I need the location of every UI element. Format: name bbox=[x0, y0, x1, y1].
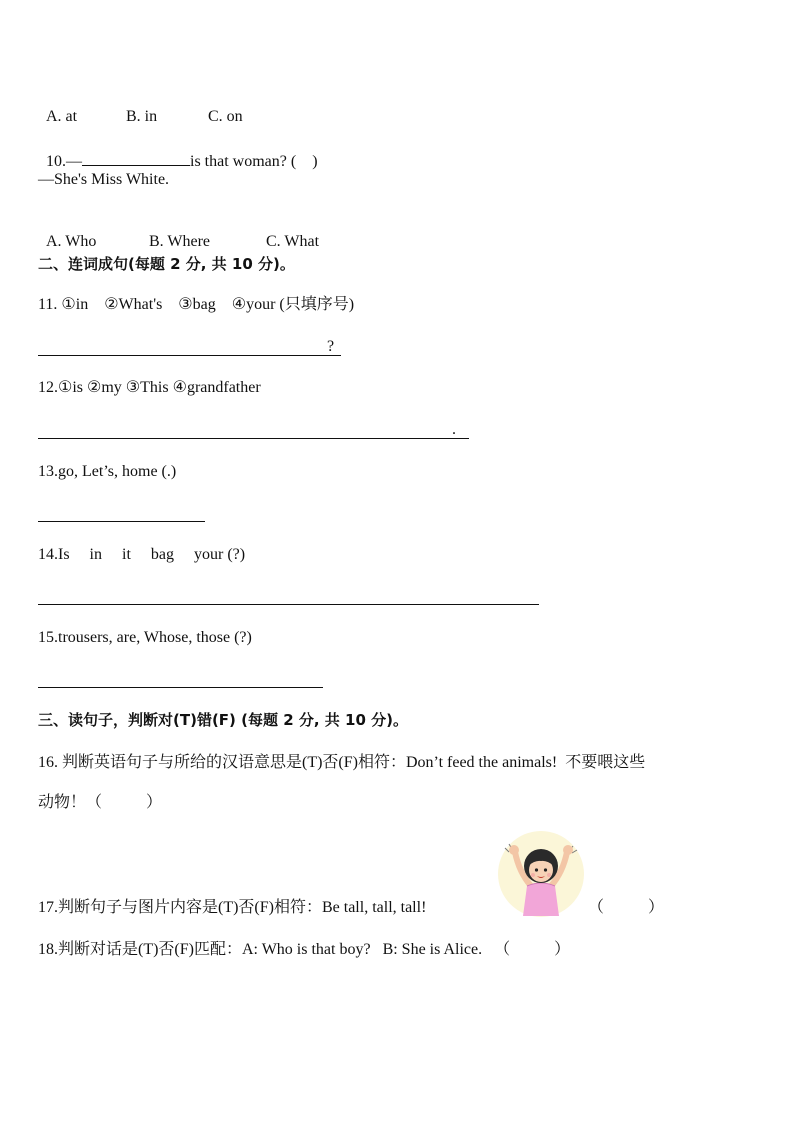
q18-text: 18.判断对话是(T)否(F)匹配：A: Who is that boy? B: She is Alice. （ ） bbox=[38, 941, 571, 958]
q12-text: 12.①is ②my ③This ④grandfather bbox=[38, 379, 261, 396]
q10-option-b: B. Where bbox=[149, 233, 211, 250]
q16-line2: 动物！（ ） bbox=[38, 794, 163, 811]
q10-option-c: C. What bbox=[266, 233, 320, 250]
q11-answer-line[interactable] bbox=[38, 355, 341, 356]
q15-answer-line[interactable] bbox=[38, 687, 323, 688]
q9-options bbox=[38, 87, 243, 127]
q13-text: 13.go, Let’s, home (.) bbox=[38, 463, 177, 480]
q12-end-mark: . bbox=[452, 421, 456, 438]
q10-answer-blank[interactable] bbox=[82, 149, 190, 166]
q15-text: 15.trousers, are, Whose, those (?) bbox=[38, 629, 252, 646]
q9-option-c: C. on bbox=[208, 108, 243, 125]
section-2-heading: 二、连词成句(每题 2 分, 共 10 分)。 bbox=[38, 255, 295, 273]
q11-text: 11. ①in ②What's ③bag ④your (只填序号) bbox=[38, 296, 355, 313]
q10-options bbox=[38, 212, 319, 252]
q11-end-mark: ? bbox=[327, 338, 335, 355]
q10-stem bbox=[38, 129, 318, 172]
q17-answer-paren[interactable]: （ ） bbox=[588, 899, 665, 916]
q14-text: 14.Is in it bag your (?) bbox=[38, 546, 246, 563]
girl-cheering-illustration-icon bbox=[497, 830, 585, 918]
q12-answer-line[interactable] bbox=[38, 438, 469, 439]
q16-line1: 16. 判断英语句子与所给的汉语意思是(T)否(F)相符：Don’t feed the animals! 不要喂这些 bbox=[38, 754, 646, 771]
q10-stem-text: is that woman? ( ) bbox=[190, 153, 318, 170]
q10-prefix: 10.— bbox=[46, 153, 82, 170]
q9-option-a: A. at bbox=[46, 108, 78, 125]
q17-text: 17.判断句子与图片内容是(T)否(F)相符：Be tall, tall, tall! bbox=[38, 899, 427, 916]
q14-answer-line[interactable] bbox=[38, 604, 539, 605]
q13-answer-line[interactable] bbox=[38, 521, 205, 522]
q10-reply: —She's Miss White. bbox=[38, 171, 170, 188]
q9-option-b: B. in bbox=[126, 108, 158, 125]
q10-option-a: A. Who bbox=[46, 233, 97, 250]
section-3-heading: 三、读句子，判断对(T)错(F) (每题 2 分, 共 10 分)。 bbox=[38, 711, 408, 729]
